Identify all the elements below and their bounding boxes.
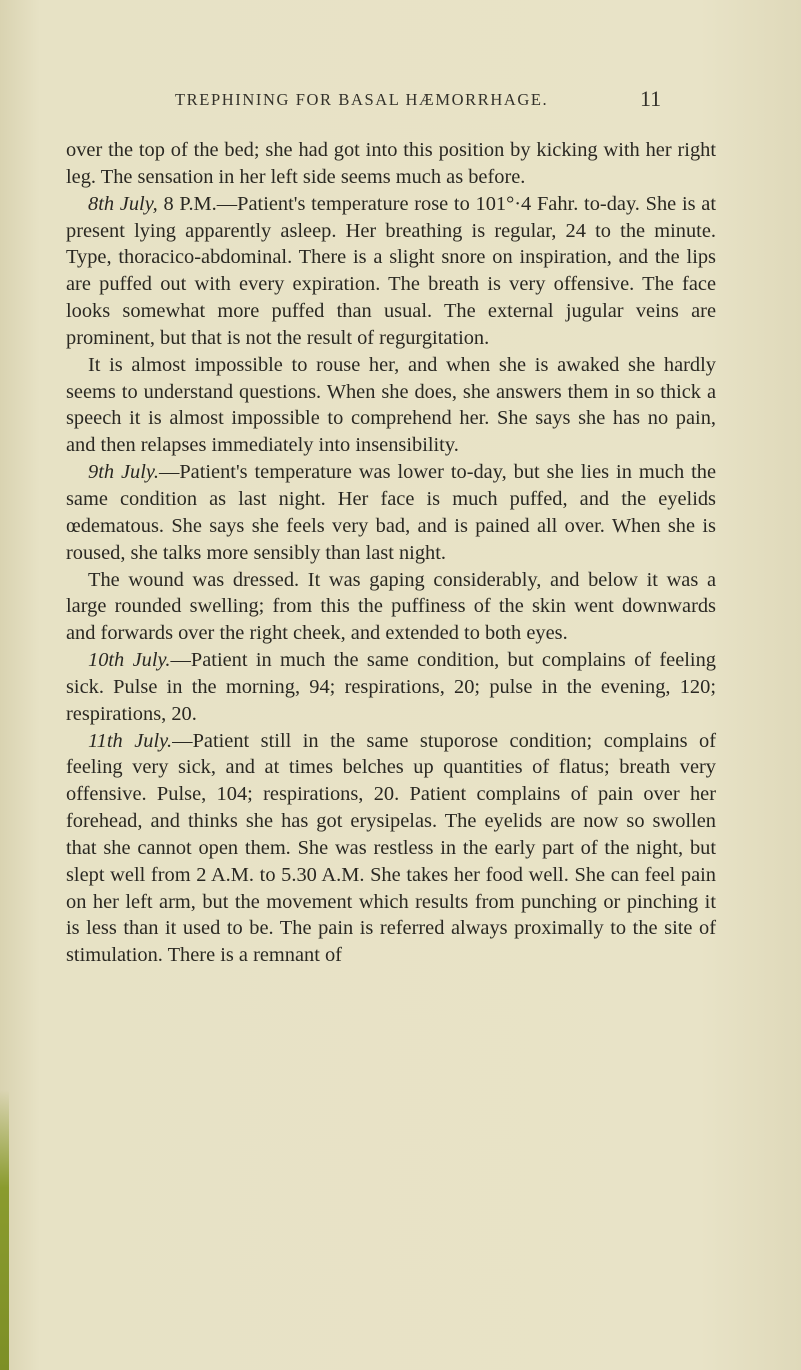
entry-date: 9th July. — [88, 461, 159, 484]
paragraph — [66, 647, 716, 728]
entry-date: 10th July. — [88, 649, 171, 672]
paragraph — [66, 567, 716, 648]
running-title: TREPHINING FOR BASAL HÆMORRHAGE. — [175, 90, 549, 109]
entry-date: 8th July, — [88, 192, 158, 215]
paragraph-text: —Patient in much the same condition, but complains of feeling sick. Pulse in the morning, 94; respirations, 20; pulse in the evening, 120; respirations, 20. — [66, 649, 716, 725]
paragraph — [66, 352, 716, 459]
paragraph-text: It is almost impossible to rouse her, and when she is awaked she hardly seems to understand questions. When she does, she answers them in so thick a speech it is almost impossible to comprehend her. She says she has no pain, and then relapses immediately into insensibility. — [66, 353, 716, 457]
page-number: 11 — [640, 86, 662, 111]
paragraph-text: 8 P.M.—Patient's temperature rose to 101°·4 Fahr. to-day. She is at present lying apparently asleep. Her breathing is regular, 24 to the minute. Type, thoracico-abdominal. There is a slight snore on inspiration, and the lips are puffed out with every expiration. The breath is very offensive. The face looks somewhat more puffed than usual. The external jugular veins are prominent, but that is not the result of regurgitation. — [66, 192, 716, 349]
paragraph-text: over the top of the bed; she had got into this position by kicking with her right leg. The sensation in her left side seems much as before. — [66, 139, 716, 188]
entry-date: 11th July. — [88, 729, 173, 752]
body-text — [66, 137, 716, 969]
page-header — [0, 86, 801, 116]
paragraph — [66, 137, 716, 191]
paragraph-text: —Patient still in the same stuporose condition; complains of feeling very sick, and at times belches up quantities of flatus; breath very offensive. Pulse, 104; respirations, 20. Patient complains of pain over her forehead, and thinks she has got erysipelas. The eyelids are now so swollen that she cannot open them. She was restless in the early part of the night, but slept well from 2 A.M. to 5.30 A.M. She takes her food well. She can feel pain on her left arm, but the movement which results from punching or pinching it is less than it used to be. The pain is referred always proximally to the site of stimulation. There is a remnant of — [66, 729, 716, 967]
paragraph — [66, 459, 716, 566]
paragraph-text: The wound was dressed. It was gaping considerably, and below it was a large rounded swelling; from this the puffiness of the skin went downwards and forwards over the right cheek, and extended to both eyes. — [66, 568, 716, 645]
paragraph-text: —Patient's temperature was lower to-day, but she lies in much the same condition as last night. Her face is much puffed, and the eyelids œdematous. She says she feels very bad, and is pained all over. When she is roused, she talks more sensibly than last night. — [66, 461, 716, 564]
paragraph — [66, 191, 716, 352]
page-edge-shadow — [0, 1090, 9, 1370]
paragraph — [66, 728, 716, 970]
